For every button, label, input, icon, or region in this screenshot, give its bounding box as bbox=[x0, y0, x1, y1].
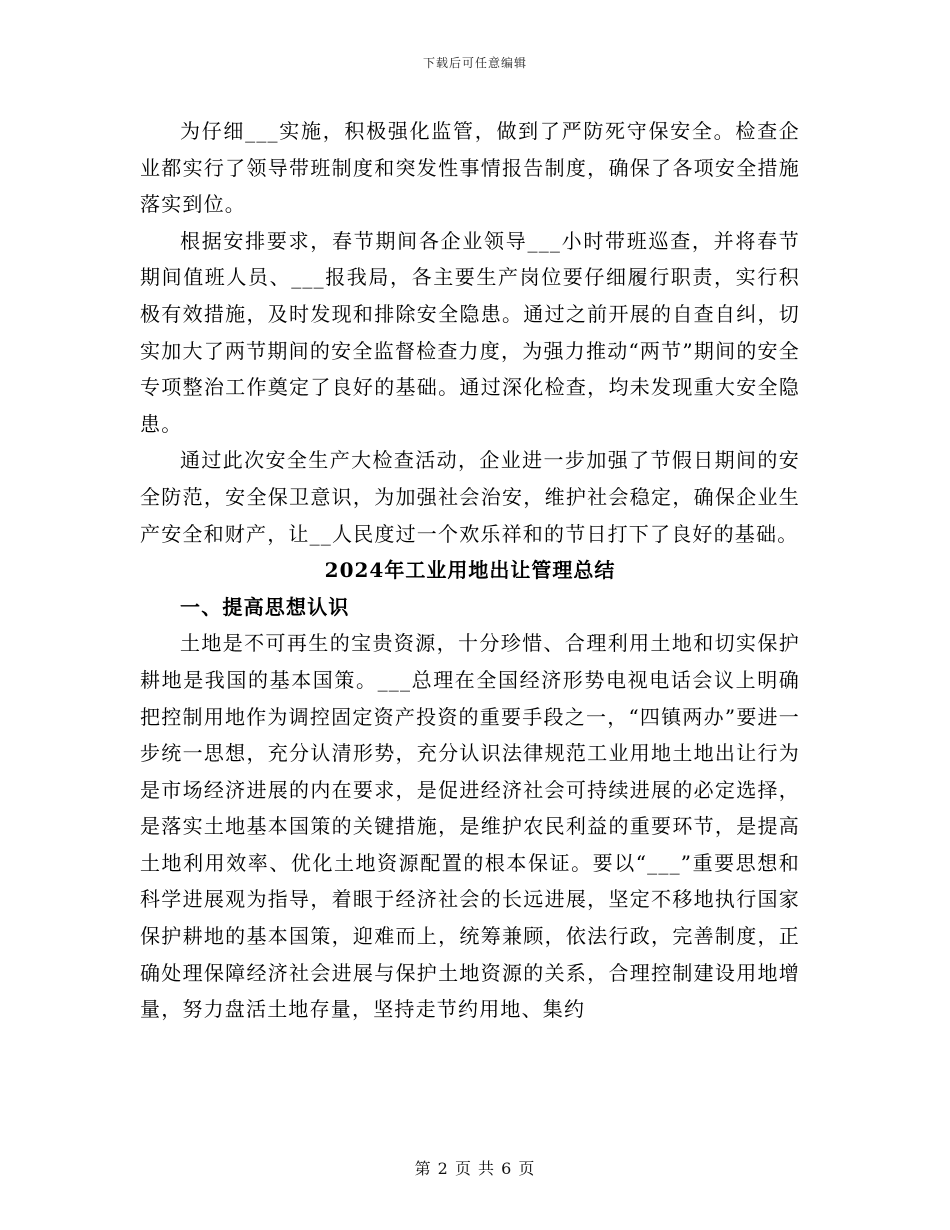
page-header: 下载后可任意编辑 bbox=[422, 56, 527, 70]
body-paragraph: 为仔细___实施，积极强化监管，做到了严防死守保安全。检查企业都实行了领导带班制度和突发性事情报告制度，确保了各项安全措施落实到位。 bbox=[140, 119, 800, 217]
document-title: 2024年工业用地出让管理总结 bbox=[324, 558, 616, 583]
section-heading: 一、提高思想认识 bbox=[180, 594, 350, 619]
page-footer: 第 2 页 共 6 页 bbox=[414, 1159, 536, 1178]
body-paragraph: 根据安排要求，春节期间各企业领导___小时带班巡查，并将春节期间值班人员、___报我局，各主要生产岗位要仔细履行职责，实行积极有效措施，及时发现和排除安全隐患。通过之前开展的自查自纠，切实加大了两节期间的安全监督检查力度，为强力推动“两节”期间的安全专项整治工作奠定了良好的基础。通过深化检查，均未发现重大安全隐患。 bbox=[140, 228, 800, 436]
body-paragraph: 土地是不可再生的宝贵资源，十分珍惜、合理利用土地和切实保护耕地是我国的基本国策。___总理在全国经济形势电视电话会议上明确把控制用地作为调控固定资产投资的重要手段之一，“四镇两办”要进一步统一思想，充分认清形势，充分认识法律规范工业用地土地出让行为是市场经济进展的内在要求，是促进经济社会可持续进展的必定选择，是落实土地基本国策的关键措施，是维护农民利益的重要环节，是提高土地利用效率、优化土地资源配置的根本保证。要以“___”重要思想和科学进展观为指导，着眼于经济社会的长远进展，坚定不移地执行国家保护耕地的基本国策，迎难而上，统筹兼顾，依法行政，完善制度，正确处理保障经济社会进展与保护土地资源的关系，合理控制建设用地增量，努力盘活土地存量，坚持走节约用地、集约 bbox=[140, 631, 800, 1022]
document-body bbox=[140, 113, 800, 1028]
body-paragraph: 通过此次安全生产大检查活动，企业进一步加强了节假日期间的安全防范，安全保卫意识，为加强社会治安，维护社会稳定，确保企业生产安全和财产，让__人民度过一个欢乐祥和的节日打下了良好的基础。 bbox=[140, 448, 800, 546]
